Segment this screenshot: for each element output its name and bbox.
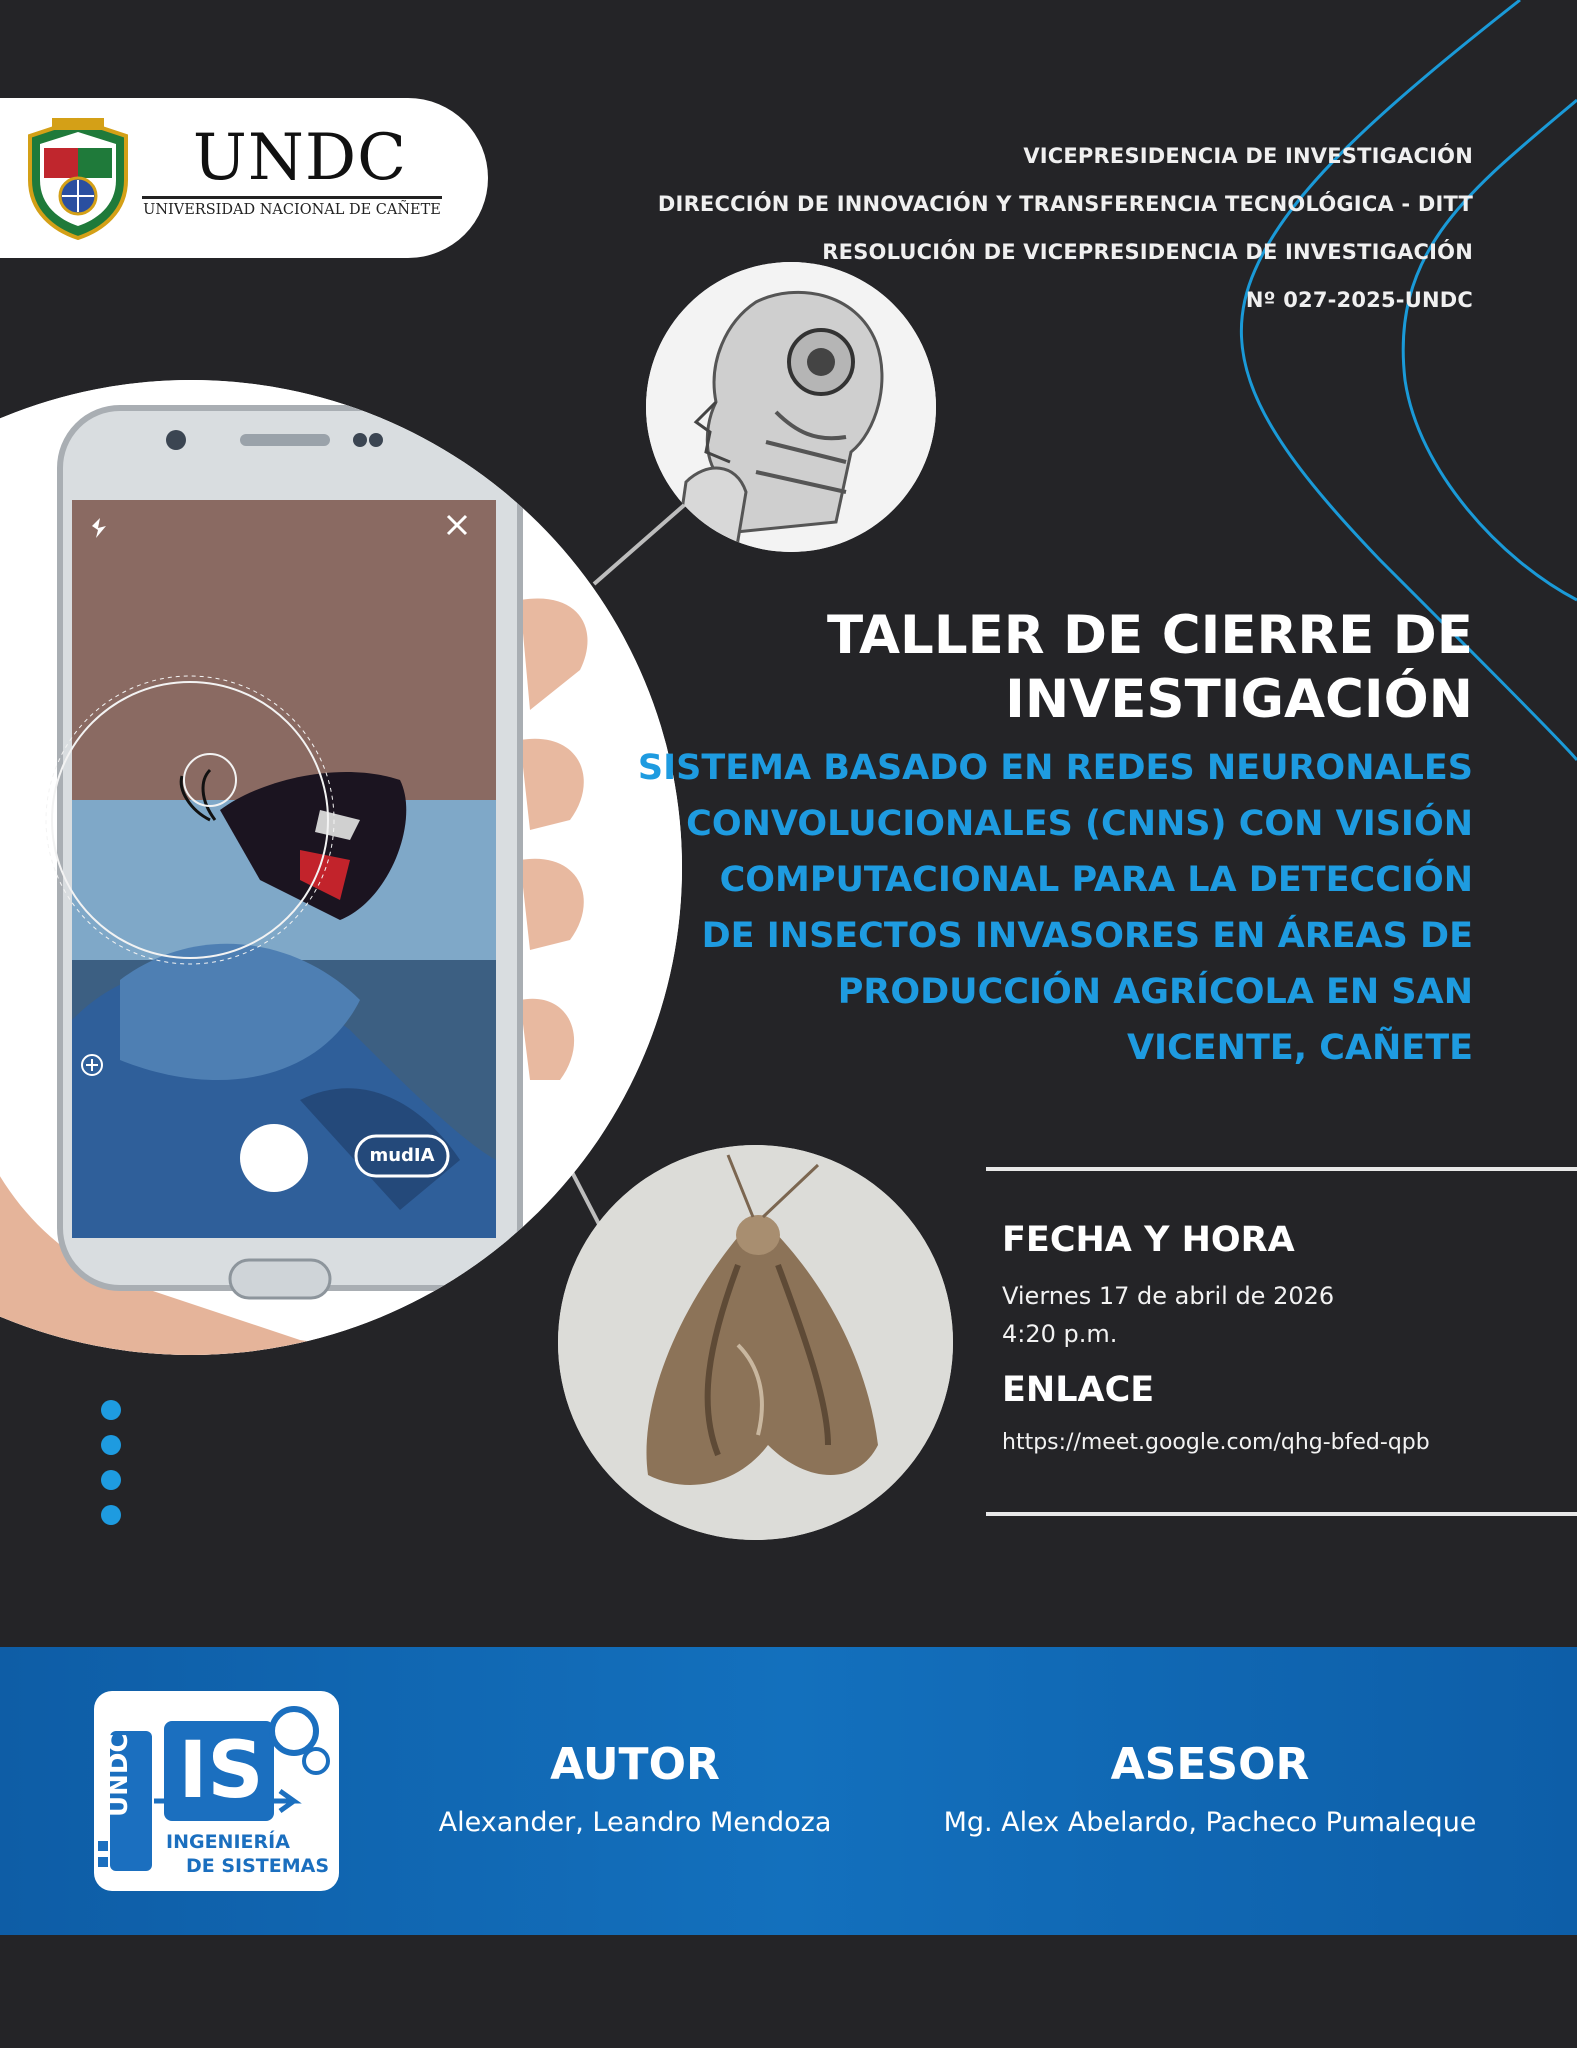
dept-line-1: INGENIERÍA xyxy=(166,1831,290,1853)
subtitle-line: CONVOLUCIONALES (CNNS) CON VISIÓN xyxy=(686,804,1473,844)
advisor-name: Mg. Alex Abelardo, Pacheco Pumaleque xyxy=(943,1807,1477,1838)
dept-acronym: UNDC xyxy=(104,1733,134,1817)
university-logo xyxy=(0,98,488,258)
decor-dot xyxy=(101,1435,121,1455)
decor-dot xyxy=(101,1400,121,1420)
footer-band xyxy=(0,1647,1577,1935)
shutter-button[interactable] xyxy=(240,1124,308,1192)
header-line-1: VICEPRESIDENCIA DE INVESTIGACIÓN xyxy=(1023,144,1473,168)
header-line-2: DIRECCIÓN DE INNOVACIÓN Y TRANSFERENCIA TECNOLÓGICA - DITT xyxy=(657,192,1473,216)
crest-icon xyxy=(22,116,134,240)
title-line-2: INVESTIGACIÓN xyxy=(1005,669,1473,730)
advisor-label: ASESOR xyxy=(1110,1739,1310,1790)
logo-acronym: UNDC xyxy=(192,121,408,195)
logo-full-name: UNIVERSIDAD NACIONAL DE CAÑETE xyxy=(143,202,441,218)
decor-dot xyxy=(101,1505,121,1525)
subtitle-line: SISTEMA BASADO EN REDES NEURONALES xyxy=(637,748,1473,788)
date-heading: FECHA Y HORA xyxy=(1002,1220,1295,1260)
title-line-1: TALLER DE CIERRE DE xyxy=(826,605,1473,666)
link-heading: ENLACE xyxy=(1002,1370,1155,1410)
workshop-title xyxy=(673,604,1473,732)
subtitle-line: PRODUCCIÓN AGRÍCOLA EN SAN xyxy=(837,972,1473,1012)
subtitle-line: COMPUTACIONAL PARA LA DETECCIÓN xyxy=(719,860,1473,900)
mode-button[interactable]: mudIA xyxy=(369,1145,435,1166)
meeting-link[interactable]: https://meet.google.com/qhg-bfed-qpb xyxy=(1002,1430,1430,1455)
author-label: AUTOR xyxy=(550,1739,720,1790)
research-subtitle xyxy=(573,740,1473,1076)
moth-image xyxy=(558,1145,953,1540)
dept-letters: IS xyxy=(178,1726,264,1816)
author-name: Alexander, Leandro Mendoza xyxy=(438,1807,832,1838)
header-line-4: Nº 027-2025-UNDC xyxy=(1245,288,1473,312)
subtitle-line: VICENTE, CAÑETE xyxy=(1126,1028,1473,1068)
department-logo xyxy=(94,1691,339,1891)
dept-line-2: DE SISTEMAS xyxy=(186,1855,330,1877)
event-date: Viernes 17 de abril de 2026 xyxy=(1002,1282,1335,1310)
info-top-rule xyxy=(986,1167,1577,1171)
info-bottom-rule xyxy=(986,1512,1577,1516)
event-time: 4:20 p.m. xyxy=(1002,1320,1118,1348)
header-line-3: RESOLUCIÓN DE VICEPRESIDENCIA DE INVESTIGACIÓN xyxy=(822,240,1473,264)
robot-image xyxy=(646,262,936,552)
subtitle-line: DE INSECTOS INVASORES EN ÁREAS DE xyxy=(701,916,1473,956)
decor-dot xyxy=(101,1470,121,1490)
logo-divider xyxy=(142,196,442,199)
